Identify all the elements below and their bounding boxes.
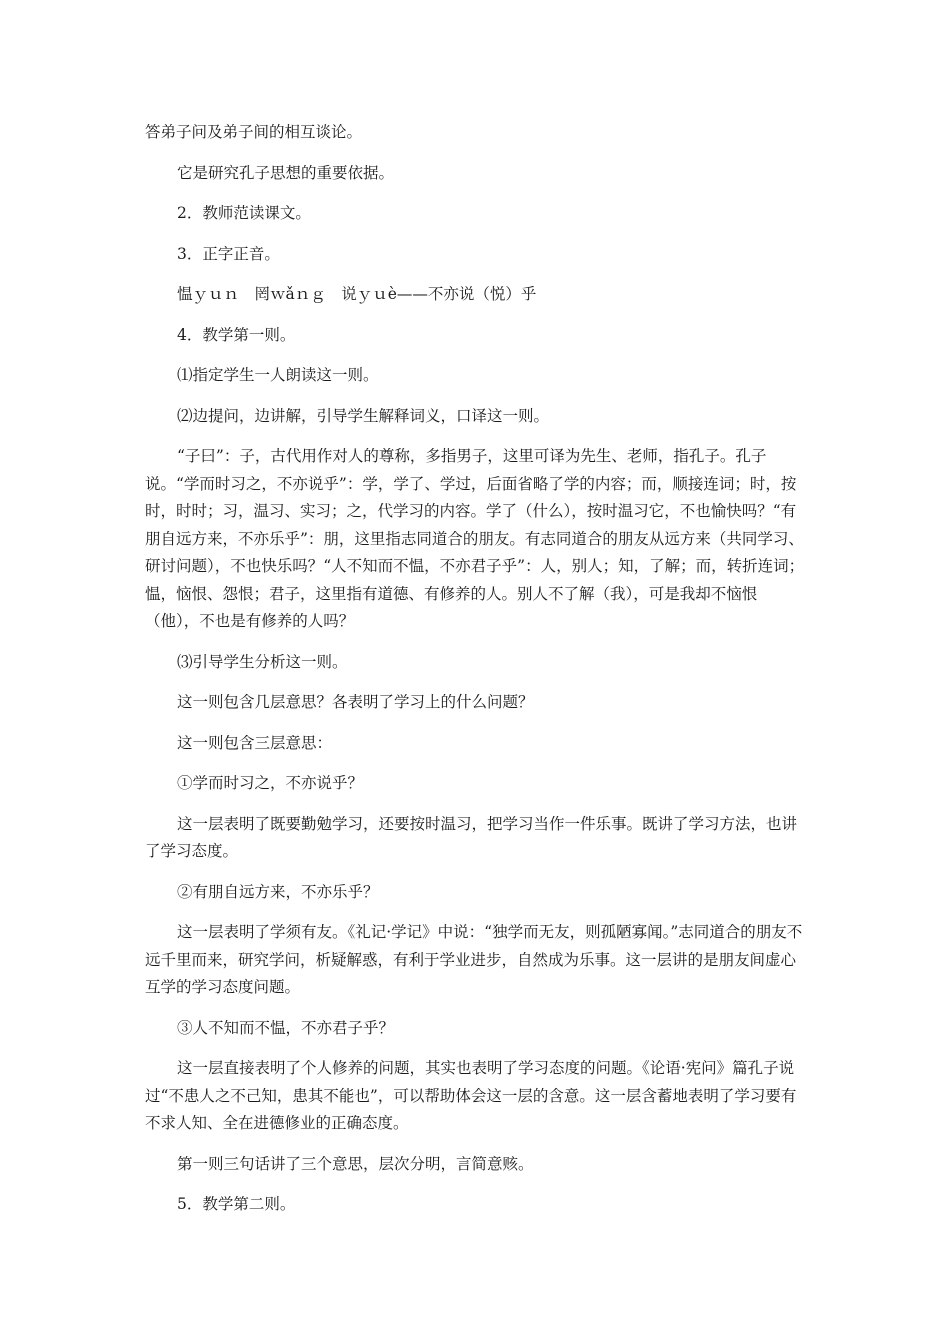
step-heading: 5．教学第二则。 bbox=[177, 1195, 296, 1213]
step-heading: 2．教师范读课文。 bbox=[177, 204, 311, 222]
sub-step: ⑵边提问，边讲解，引导学生解释词义，口译这一则。 bbox=[177, 406, 550, 425]
pronunciation-line: 愠ｙｕｎ 罔ｗǎｎｇ 说ｙｕè——不亦说（悦）乎 bbox=[177, 285, 537, 303]
summary-paragraph: 第一则三句话讲了三个意思，层次分明，言简意赅。 bbox=[177, 1154, 534, 1173]
explanation-paragraph: 这一层直接表明了个人修养的问题，其实也表明了学习态度的问题。《论语·宪问》篇孔子说过“不患人之不己知，患其不能也”，可以帮助体会这一层的含意。这一层含蓄地表明了学习要有不求人知、全在进德修业的正确态度。 bbox=[145, 1059, 797, 1132]
paragraph: 答弟子问及弟子间的相互谈论。 bbox=[145, 123, 363, 141]
question: 这一则包含几层意思？各表明了学习上的什么问题？ bbox=[177, 693, 534, 711]
sub-step: ⑶引导学生分析这一则。 bbox=[177, 652, 348, 671]
layer-item: ②有朋自远方来，不亦乐乎？ bbox=[177, 882, 379, 901]
step-heading: 4．教学第一则。 bbox=[177, 325, 296, 344]
step-heading: 3．正字正音。 bbox=[177, 244, 280, 263]
layer-item: ③人不知而不愠，不亦君子乎？ bbox=[177, 1018, 395, 1037]
explanation-paragraph: 这一层表明了既要勤勉学习，还要按时温习，把学习当作一件乐事。既讲了学习方法，也讲了学习态度。 bbox=[145, 814, 798, 860]
explanation-paragraph: 这一层表明了学须有友。《礼记·学记》中说：“独学而无友，则孤陋寡闻。”志同道合的朋友不远千里而来，研究学问，析疑解惑，有利于学业进步，自然成为乐事。这一层讲的是朋友间虚心互学的学习态度问题。 bbox=[145, 923, 803, 996]
layer-item: ①学而时习之，不亦说乎？ bbox=[177, 774, 364, 792]
document-body bbox=[145, 119, 810, 1232]
sub-step: ⑴指定学生一人朗读这一则。 bbox=[177, 366, 379, 384]
explanation-paragraph: “子曰”：子，古代用作对人的尊称，多指男子，这里可译为先生、老师，指孔子。孔子说。“学而时习之，不亦说乎”：学，学了、学过，后面省略了学的内容；而，顺接连词；时，按时，时时；习，温习、实习；之，代学习的内容。学了（什么），按时温习它，不也愉快吗？“有朋自远方来，不亦乐乎”：朋，这里指志同道合的朋友。有志同道合的朋友从远方来（共同学习、研讨问题），不也快乐吗？“人不知而不愠，不亦君子乎”：人，别人；知，了解；而，转折连词；愠，恼恨、怨恨；君子，这里指有道德、有修养的人。别人不了解（我），可是我却不恼恨（他），不也是有修养的人吗？ bbox=[145, 447, 805, 630]
paragraph: 它是研究孔子思想的重要依据。 bbox=[177, 163, 395, 182]
paragraph: 这一则包含三层意思： bbox=[177, 733, 333, 752]
